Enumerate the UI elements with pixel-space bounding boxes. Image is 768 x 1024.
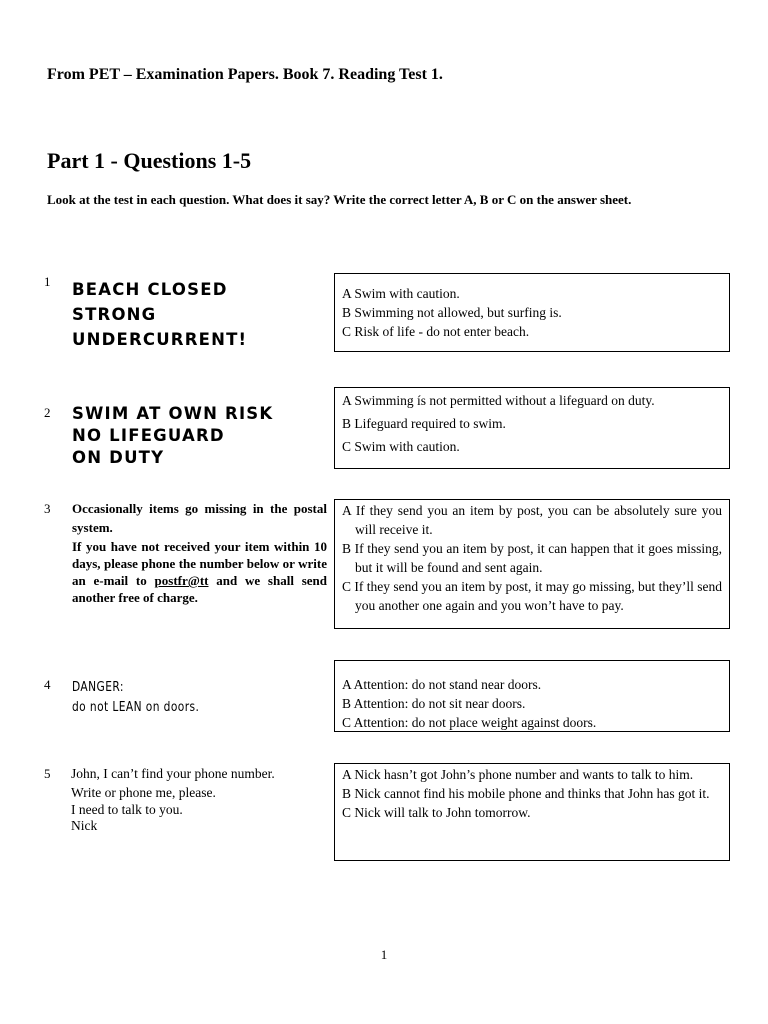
notice-line: STRONG	[72, 305, 157, 324]
question-number: 4	[44, 677, 51, 692]
notice-line: BEACH CLOSED	[72, 280, 228, 299]
notice-sign	[72, 403, 273, 469]
document-header: From PET – Examination Papers. Book 7. Reading Test 1.	[47, 66, 443, 83]
email-address: postfr@tt	[154, 573, 209, 588]
option-c: C If they send you an item by post, it may go missing, but they’ll send you another one again and you won’t have to pay.	[342, 579, 722, 613]
notice-paragraph: Occasionally items go missing in the postal system.	[72, 501, 327, 535]
question-number: 2	[44, 405, 51, 420]
question-number: 5	[44, 766, 51, 781]
notice-line: SWIM AT OWN RISK	[72, 404, 274, 423]
notice-text	[72, 499, 327, 606]
option-a: A Swimming ís not permitted without a lifeguard on duty.	[342, 393, 655, 408]
notice-line: NO LIFEGUARD	[72, 426, 225, 445]
option-b: B If they send you an item by post, it can happen that it goes missing, but it will be found and sent again.	[342, 541, 722, 575]
option-c: C Nick will talk to John tomorrow.	[342, 805, 531, 820]
notice-sign	[72, 678, 199, 718]
notice-line: UNDERCURRENT!	[72, 330, 248, 349]
notice-paragraph	[72, 538, 327, 606]
option-a: A If they send you an item by post, you can be absolutely sure you will receive it.	[342, 503, 722, 537]
option-a: A Attention: do not stand near doors.	[342, 677, 542, 692]
option-a: A Nick hasn’t got John’s phone number and wants to talk to him.	[342, 767, 694, 782]
option-b: B Lifeguard required to swim.	[342, 416, 506, 431]
option-a: A Swim with caution.	[342, 286, 460, 301]
notice-line: I need to talk to you.	[71, 802, 183, 817]
option-c: C Swim with caution.	[342, 439, 460, 454]
notice-line: ON DUTY	[72, 448, 165, 467]
option-c: C Risk of life - do not enter beach.	[342, 324, 530, 339]
notice-line: John, I can’t find your phone number.	[71, 766, 275, 781]
notice-line: do not LEAN on doors.	[72, 700, 200, 715]
part-title: Part 1 - Questions 1-5	[47, 148, 252, 173]
answer-options-box	[334, 763, 730, 861]
question-number: 3	[44, 501, 51, 516]
answer-options-box	[334, 387, 730, 469]
notice-line: DANGER:	[72, 680, 124, 695]
question-number: 1	[44, 274, 51, 289]
notice-sign	[72, 277, 247, 352]
option-b: B Nick cannot find his mobile phone and thinks that John has got it.	[342, 786, 710, 801]
notice-line: Write or phone me, please.	[71, 785, 216, 800]
instructions: Look at the test in each question. What does it say? Write the correct letter A, B or C on the answer sheet.	[47, 192, 632, 207]
answer-options-box	[334, 273, 730, 352]
notice-message	[71, 764, 275, 834]
answer-options-box	[334, 660, 730, 732]
option-b: B Swimming not allowed, but surfing is.	[342, 305, 562, 320]
page-number: 1	[380, 947, 388, 962]
notice-text-run: If you have not received your item within 10 days, please phone the number below or write an e-mail to	[72, 539, 327, 588]
option-b: B Attention: do not sit near doors.	[342, 696, 526, 711]
notice-line: Nick	[71, 818, 98, 833]
notice-text-run: and we shall send another free of charge.	[72, 573, 328, 605]
answer-options-box	[334, 499, 730, 629]
option-c: C Attention: do not place weight against doors.	[342, 715, 597, 730]
